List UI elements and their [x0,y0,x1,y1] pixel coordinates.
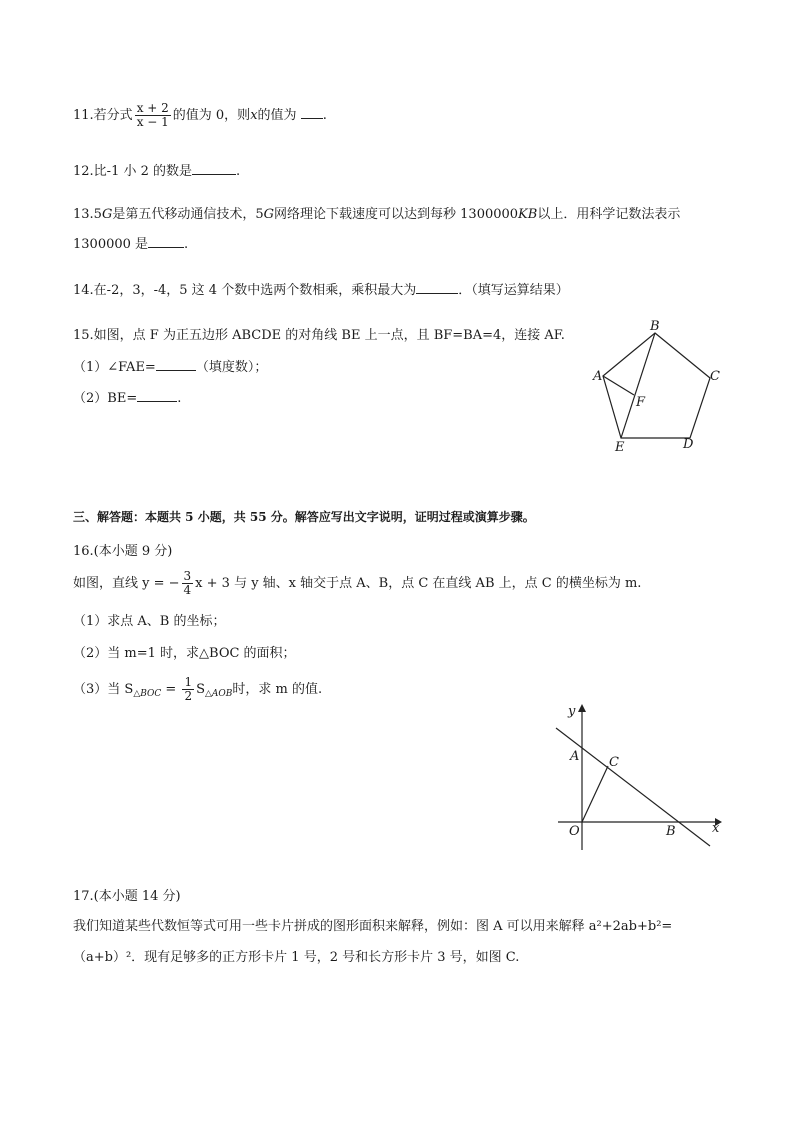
answer-blank[interactable] [137,389,177,402]
fraction: $\frac{3}{4}$ [183,569,192,597]
question-16-part2: （2）当 m=1 时，求△BOC 的面积； [73,646,296,661]
question-12: 12.比-1 小 2 的数是 . [73,164,241,179]
question-13-line2: 1300000 是 . [73,237,189,252]
label-a: A [593,369,603,384]
label-b: B [650,319,660,334]
coordinate-figure [550,700,730,860]
label-o: O [569,824,580,839]
segment-oc [582,766,608,822]
question-15-part2: （2）BE= . [73,391,182,406]
label-c: C [710,369,720,384]
answer-blank[interactable] [192,162,236,175]
fraction: $\frac{1}{2}$ [184,675,193,703]
label-f: F [636,395,646,410]
question-15-statement: 15.如图，点 F 为正五边形 ABCDE 的对角线 BE 上一点，且 BF=BA=4，连接 AF. [73,328,565,343]
pentagon-figure [585,318,730,458]
question-16-statement: 如图，直线 y = − $\frac{3}{4}$ x + 3 与 y 轴、x 轴交于点 A、B，点 C 在直线 AB 上，点 C 的横坐标为 m. [73,569,642,597]
question-13-line1: 13.5G是第五代移动通信技术，5G网络理论下载速度可以达到每秒 1300000KB以上．用科学记数法表示 [73,207,681,222]
question-14: 14.在-2，3，-4，5 这 4 个数中选两个数相乘，乘积最大为 ．（填写运算结果） [73,283,569,298]
label-a: A [570,749,580,764]
answer-blank[interactable] [416,281,458,294]
question-16-title: 16.(本小题 9 分) [73,544,173,559]
question-16-part1: （1）求点 A、B 的坐标； [73,614,226,629]
label-x: x [712,821,720,836]
label-e: E [615,440,625,455]
label-b: B [666,824,676,839]
answer-blank[interactable] [301,106,323,119]
fraction: $\frac{x + 2}{x - 1}$ [136,101,169,129]
question-16-part3: （3）当 $S_{\triangle BOC}$ = $\frac{1}{2}$ $S_{\triangle AOB}$时，求 m 的值. [73,675,323,703]
diagonal-be [621,333,655,438]
label-d: D [683,437,694,452]
y-axis-arrow [578,704,586,712]
question-17-line1: 我们知道某些代数恒等式可用一些卡片拼成的图形面积来解释，例如：图 A 可以用来解释 a²+2ab+b²= [73,919,673,934]
answer-blank[interactable] [156,358,196,371]
label-c: C [609,755,619,770]
section-3-heading: 三、解答题：本题共 5 小题，共 55 分。解答应写出文字说明，证明过程或演算步骤。 [73,510,535,524]
question-17-line2: （a+b）²．现有足够多的正方形卡片 1 号，2 号和长方形卡片 3 号，如图 C. [73,950,520,965]
label-y: y [568,704,576,719]
answer-blank[interactable] [148,235,184,248]
question-15-part1: （1）∠FAE= （填度数）； [73,360,268,375]
question-11: 11.若分式 $\frac{x + 2}{x - 1}$ 的值为 0，则x的值为 . [73,101,327,129]
question-17-title: 17.(本小题 14 分) [73,889,181,904]
